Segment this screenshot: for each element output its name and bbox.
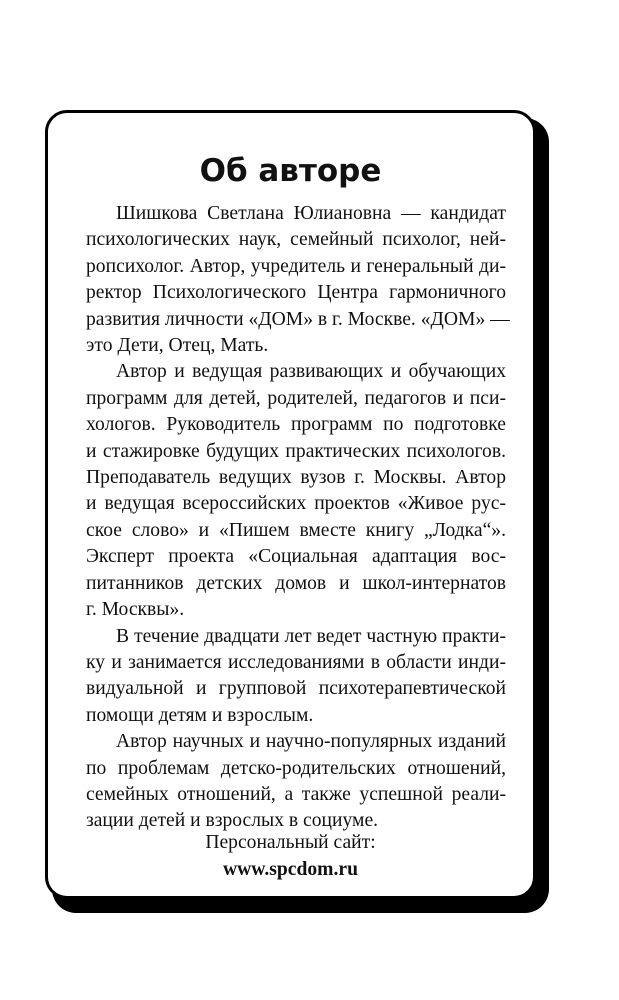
site-url-link[interactable]: www.spcdom.ru	[223, 859, 358, 880]
text-line: семейных отношений, а также успешной реали-	[86, 783, 506, 805]
text-line: зации детей и взрослых в социуме.	[86, 810, 379, 832]
text-line: хологов. Руководитель программ по подготовке	[86, 414, 506, 436]
text-line: В течение двадцати лет ведет частную практи-	[116, 625, 506, 647]
text-line: программ для детей, родителей, педагогов и пси-	[86, 387, 506, 409]
text-line: Эксперт проекта «Социальная адаптация вос-	[86, 546, 506, 568]
author-bio	[86, 201, 510, 835]
text-line: это Дети, Отец, Мать.	[86, 335, 269, 357]
text-line: ропсихолог. Автор, учредитель и генеральный ди-	[86, 255, 506, 277]
text-line: видуальной и групповой психотерапевтической	[86, 678, 506, 700]
text-line: развития личности «ДОМ» в г. Москве. «ДОМ» —	[86, 308, 510, 330]
bio-paragraph-1	[86, 201, 510, 359]
bio-paragraph-2	[86, 359, 506, 623]
text-line: Автор и ведущая развивающих и обучающих	[116, 361, 506, 383]
personal-site	[48, 829, 533, 883]
text-line: и ведущая всероссийских проектов «Живое рус-	[86, 493, 506, 515]
bio-paragraph-4	[86, 729, 506, 835]
text-line: по проблемам детско-родительских отношений,	[86, 757, 506, 779]
text-line: ское слово» и «Пишем вместе книгу „Лодка“».	[86, 519, 506, 541]
site-label: Персональный сайт:	[205, 832, 376, 853]
bio-paragraph-3	[86, 624, 506, 730]
text-line: г. Москвы».	[86, 599, 185, 621]
text-line: Автор научных и научно-популярных изданий	[116, 731, 506, 753]
text-line: ректор Психологического Центра гармоничного	[86, 282, 506, 304]
page-title: Об авторе	[199, 153, 382, 189]
text-line: ку и занимается исследованиями в области инди-	[86, 651, 506, 673]
about-author-card	[45, 110, 536, 899]
text-line: Шишкова Светлана Юлиановна — кандидат	[116, 203, 506, 224]
text-line: психологических наук, семейный психолог, ней-	[86, 229, 506, 251]
text-line: Преподаватель ведущих вузов г. Москвы. Автор	[86, 467, 506, 489]
text-line: помощи детям и взрослым.	[86, 704, 314, 726]
text-line: и стажировке будущих практических психологов.	[86, 440, 506, 462]
text-line: питанников детских домов и школ-интернатов	[86, 572, 506, 594]
